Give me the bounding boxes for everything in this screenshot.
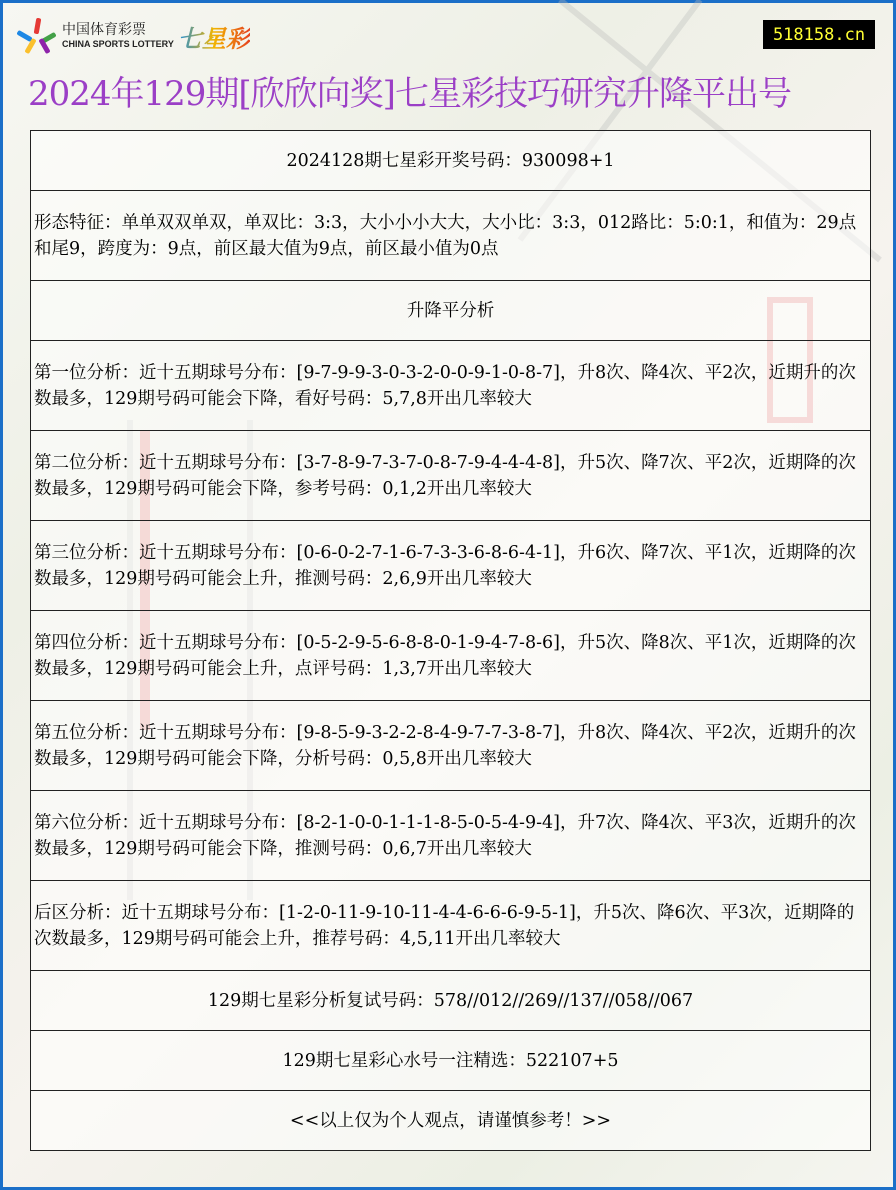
back-zone-analysis: 后区分析：近十五期球号分布：[1-2-0-11-9-10-11-4-4-6-6-6-9-5-1]，升5次、降6次、平3次，近期降的次数最多，129期号码可能会上升，推荐号码：4,5,11开出几率较大: [31, 881, 871, 971]
lottery-star-icon: [20, 18, 56, 54]
page-title: 2024年129期[欣欣向奖]七星彩技巧研究升降平出号: [28, 74, 791, 114]
position-1-analysis: 第一位分析：近十五期球号分布：[9-7-9-9-3-0-3-2-0-0-9-1-0-8-7]，升8次、降4次、平2次，近期升的次数最多，129期号码可能会下降，看好号码：5,7,8开出几率较大: [31, 341, 871, 431]
single-pick: 129期七星彩心水号一注精选：522107+5: [31, 1031, 871, 1091]
site-badge[interactable]: 518158.cn: [763, 20, 875, 49]
logo-game-name: 七星彩: [178, 19, 250, 54]
position-6-analysis: 第六位分析：近十五期球号分布：[8-2-1-0-0-1-1-1-8-5-0-5-4-9-4]，升7次、降4次、平3次，近期升的次数最多，129期号码可能会下降，推测号码：0,6,7开出几率较大: [31, 791, 871, 881]
disclaimer: <<以上仅为个人观点，请谨慎参考！>>: [31, 1091, 871, 1151]
position-3-analysis: 第三位分析：近十五期球号分布：[0-6-0-2-7-1-6-7-3-3-6-8-6-4-1]，升6次、降7次、平1次，近期降的次数最多，129期号码可能会上升，推测号码：2,6,9开出几率较大: [31, 521, 871, 611]
china-sports-lottery-logo: [20, 18, 250, 54]
position-4-analysis: 第四位分析：近十五期球号分布：[0-5-2-9-5-6-8-8-0-1-9-4-7-8-6]，升5次、降8次、平1次，近期降的次数最多，129期号码可能会上升，点评号码：1,3,7开出几率较大: [31, 611, 871, 701]
logo-chinese: 中国体育彩票: [62, 22, 146, 38]
position-2-analysis: 第二位分析：近十五期球号分布：[3-7-8-9-7-3-7-0-8-7-9-4-4-4-8]，升5次、降7次、平2次，近期降的次数最多，129期号码可能会下降，参考号码：0,1,2开出几率较大: [31, 431, 871, 521]
position-5-analysis: 第五位分析：近十五期球号分布：[9-8-5-9-3-2-2-8-4-9-7-7-3-8-7]，升8次、降4次、平2次，近期升的次数最多，129期号码可能会下降，分析号码：0,5,8开出几率较大: [31, 701, 871, 791]
logo-english: CHINA SPORTS LOTTERY: [62, 39, 174, 49]
pattern-features: 形态特征：单单双双单双，单双比：3:3，大小小小大大，大小比：3:3，012路比：5:0:1，和值为：29点 和尾9，跨度为：9点，前区最大值为9点，前区最小值为0点: [31, 191, 871, 281]
analysis-table: [30, 130, 871, 1151]
last-draw-result: 2024128期七星彩开奖号码：930098+1: [31, 131, 871, 191]
compound-numbers: 129期七星彩分析复试号码：578//012//269//137//058//067: [31, 971, 871, 1031]
section-heading: 升降平分析: [31, 281, 871, 341]
